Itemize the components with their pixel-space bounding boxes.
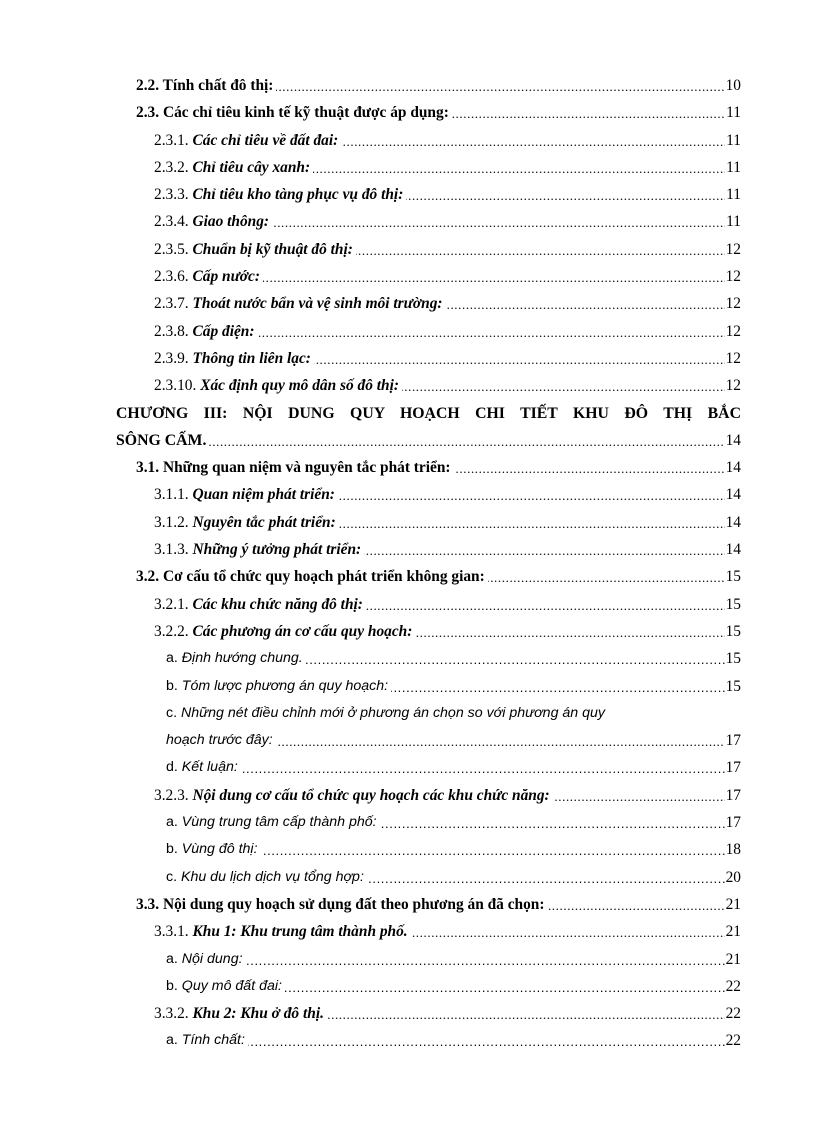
toc-entry-wrapped-line1[interactable] xyxy=(116,700,741,727)
entry-number: 3.3.2. xyxy=(154,1005,189,1023)
entry-text: Thông tin liên lạc: xyxy=(192,349,311,367)
entry-text: Những ý tưởng phát triển: xyxy=(192,541,362,559)
table-of-contents xyxy=(116,72,741,1055)
entry-label xyxy=(154,591,366,618)
toc-entry[interactable] xyxy=(116,181,741,208)
page-number: 21 xyxy=(725,918,741,945)
page-number: 17 xyxy=(725,782,741,809)
entry-label xyxy=(154,236,356,263)
toc-entry[interactable] xyxy=(116,591,741,618)
page-number: 10 xyxy=(725,72,741,99)
entry-text: Tóm lược phương án quy hoạch: xyxy=(181,677,389,694)
page-number: 15 xyxy=(725,618,741,645)
entry-number: 3.2.1. xyxy=(154,595,189,613)
page-number: 12 xyxy=(725,263,741,290)
page-number: 11 xyxy=(725,154,741,181)
page-number: 21 xyxy=(725,891,741,918)
page-number: 14 xyxy=(725,509,741,536)
entry-label xyxy=(154,318,258,345)
page-number: 14 xyxy=(725,427,741,454)
page-number: 11 xyxy=(725,208,741,235)
entry-label xyxy=(154,345,314,372)
toc-entry[interactable] xyxy=(116,127,741,154)
entry-text: Định hướng chung. xyxy=(181,650,303,667)
entry-number: 2.3.1. xyxy=(154,131,189,149)
toc-entry[interactable] xyxy=(116,263,741,290)
entry-number: a. xyxy=(166,1032,178,1049)
entry-text: Thoát nước bẩn và vệ sinh môi trường: xyxy=(192,295,443,313)
toc-group-chapter-3a xyxy=(116,454,741,700)
entry-number: 2.3.7. xyxy=(154,295,189,313)
page-number: 11 xyxy=(725,181,741,208)
entry-number: a. xyxy=(166,950,178,967)
entry-number: b. xyxy=(166,841,178,858)
toc-entry[interactable] xyxy=(116,208,741,235)
entry-number: 2.2. xyxy=(136,77,160,94)
entry-text: Các chỉ tiêu về đất đai: xyxy=(192,131,339,149)
page-number: 15 xyxy=(725,591,741,618)
entry-number: a. xyxy=(166,650,178,667)
entry-text: Tính chất: xyxy=(181,1032,245,1049)
entry-number: 2.3.9. xyxy=(154,349,189,367)
entry-label xyxy=(154,1000,327,1027)
page-number: 11 xyxy=(725,127,741,154)
entry-text: Chuẩn bị kỹ thuật đô thị: xyxy=(192,240,353,258)
page-number: 14 xyxy=(725,536,741,563)
entry-number: 3.1. xyxy=(136,459,160,477)
entry-number: 3.1.3. xyxy=(154,541,189,559)
entry-text: Quy mô đất đai: xyxy=(181,977,282,994)
entry-label xyxy=(166,1027,248,1054)
toc-entry[interactable] xyxy=(116,946,741,973)
page-number: 22 xyxy=(725,1027,741,1054)
toc-entry-wrapped-line2[interactable] xyxy=(116,727,741,754)
entry-label xyxy=(154,536,364,563)
page-number: 14 xyxy=(725,454,741,481)
page-number: 11 xyxy=(725,99,741,126)
page-number: 14 xyxy=(725,481,741,508)
entry-number: 3.2.3. xyxy=(154,786,189,804)
entry-text: Nội dung cơ cấu tổ chức quy hoạch các khu chức năng: xyxy=(192,786,550,804)
entry-label xyxy=(154,290,446,317)
entry-text: Cơ cấu tổ chức quy hoạch phát triển không gian: xyxy=(162,568,485,586)
toc-entry[interactable] xyxy=(116,509,741,536)
page-number: 15 xyxy=(725,673,741,700)
entry-text: hoạch trước đây: xyxy=(166,727,276,754)
page-number: 22 xyxy=(725,973,741,1000)
chapter-3-title-line1: CHƯƠNG III: NỘI DUNG QUY HOẠCH CHI TIẾT KHU ĐÔ THỊ BẮC xyxy=(116,404,741,422)
entry-text: Những quan niệm và nguyên tắc phát triển: xyxy=(162,459,451,477)
entry-label xyxy=(154,509,339,536)
page-number: 17 xyxy=(725,727,741,754)
entry-text: Cấp nước: xyxy=(192,268,260,286)
toc-group-chapter-2 xyxy=(116,72,741,400)
toc-entry[interactable] xyxy=(116,1000,741,1027)
page-number: 12 xyxy=(725,236,741,263)
entry-text: Những nét điều chỉnh mới ở phương án chọn so với phương án quy xyxy=(181,704,606,721)
entry-number: 2.3.4. xyxy=(154,213,189,231)
entry-label xyxy=(136,454,454,481)
toc-entry[interactable] xyxy=(116,372,741,399)
entry-text: Các phương án cơ cấu quy hoạch: xyxy=(192,622,413,640)
toc-entry[interactable] xyxy=(116,891,741,918)
entry-label xyxy=(136,72,276,99)
dot-leader xyxy=(166,754,741,781)
entry-text: Vùng đô thị: xyxy=(181,841,258,858)
entry-text: Quan niệm phát triển: xyxy=(192,486,335,504)
entry-text: Tính chất đô thị: xyxy=(162,77,274,94)
toc-entry[interactable] xyxy=(116,782,741,809)
toc-entry[interactable] xyxy=(116,454,741,481)
entry-text: Cấp điện: xyxy=(192,322,255,340)
toc-entry[interactable] xyxy=(116,154,741,181)
page-number: 12 xyxy=(725,290,741,317)
entry-text: Vùng trung tâm cấp thành phố: xyxy=(181,814,377,831)
entry-number: 3.2.2. xyxy=(154,622,189,640)
entry-text: Chỉ tiêu kho tàng phục vụ đô thị: xyxy=(192,186,404,204)
entry-number: 2.3. xyxy=(136,104,160,122)
toc-entry[interactable] xyxy=(116,645,741,672)
toc-entry[interactable] xyxy=(116,836,741,863)
entry-number: 3.2. xyxy=(136,568,160,586)
entry-text: Giao thông: xyxy=(192,213,270,231)
toc-entry[interactable] xyxy=(116,563,741,590)
entry-text: Các khu chức năng đô thị: xyxy=(192,595,363,613)
page-number: 21 xyxy=(725,946,741,973)
entry-text: Xác định quy mô dân số đô thị: xyxy=(200,377,400,395)
entry-text: Nguyên tắc phát triển: xyxy=(192,513,336,531)
chapter-3-title-line2[interactable] xyxy=(116,427,741,454)
entry-label xyxy=(166,946,246,973)
entry-label xyxy=(154,181,406,208)
entry-label xyxy=(154,782,553,809)
entry-label xyxy=(136,99,452,126)
entry-label xyxy=(166,754,241,781)
entry-label xyxy=(166,809,380,836)
entry-label xyxy=(154,918,411,945)
entry-label xyxy=(136,563,488,590)
entry-number: 2.3.2. xyxy=(154,158,189,176)
entry-number: c. xyxy=(166,704,178,721)
entry-label xyxy=(154,154,313,181)
toc-entry[interactable] xyxy=(116,318,741,345)
toc-entry[interactable] xyxy=(116,754,741,781)
page-number: 18 xyxy=(725,836,741,863)
dot-leader xyxy=(166,946,741,973)
page-number: 22 xyxy=(725,1000,741,1027)
entry-number: 2.3.6. xyxy=(154,268,189,286)
entry-text: Kết luận: xyxy=(181,759,238,776)
entry-label xyxy=(154,481,338,508)
entry-number: d. xyxy=(166,759,178,776)
page-number: 20 xyxy=(725,864,741,891)
toc-entry[interactable] xyxy=(116,536,741,563)
toc-entry[interactable] xyxy=(116,99,741,126)
entry-number: 3.3. xyxy=(136,895,160,913)
entry-label xyxy=(166,973,285,1000)
entry-label xyxy=(166,645,306,672)
toc-entry[interactable] xyxy=(116,345,741,372)
page-number: 12 xyxy=(725,345,741,372)
entry-text: Khu du lịch dịch vụ tổng hợp: xyxy=(181,868,364,885)
page-number: 15 xyxy=(725,563,741,590)
toc-entry[interactable] xyxy=(116,864,741,891)
page-number: 17 xyxy=(725,754,741,781)
page-number: 12 xyxy=(725,372,741,399)
entry-label xyxy=(166,864,367,891)
entry-number: 2.3.10. xyxy=(154,377,197,395)
page-number: 12 xyxy=(725,318,741,345)
entry-number: 3.1.1. xyxy=(154,486,189,504)
entry-number: 2.3.8. xyxy=(154,322,189,340)
entry-number: c. xyxy=(166,868,178,885)
toc-entry[interactable] xyxy=(116,481,741,508)
entry-text: Chỉ tiêu cây xanh: xyxy=(192,158,311,176)
entry-text: Khu 1: Khu trung tâm thành phố. xyxy=(192,923,408,941)
entry-number: 3.1.2. xyxy=(154,513,189,531)
entry-number: a. xyxy=(166,814,178,831)
toc-entry[interactable] xyxy=(116,236,741,263)
entry-label xyxy=(154,372,402,399)
entry-label xyxy=(154,208,272,235)
toc-entry[interactable] xyxy=(116,72,741,99)
dot-leader xyxy=(116,427,741,454)
entry-text: Nội dung: xyxy=(181,950,243,967)
toc-entry[interactable] xyxy=(116,290,741,317)
entry-label xyxy=(154,618,415,645)
entry-label xyxy=(154,127,341,154)
entry-label xyxy=(166,673,391,700)
entry-label xyxy=(136,891,548,918)
entry-number: b. xyxy=(166,677,178,694)
dot-leader xyxy=(166,1027,741,1054)
page-number: 15 xyxy=(725,645,741,672)
toc-entry[interactable] xyxy=(116,918,741,945)
entry-text: Khu 2: Khu ở đô thị. xyxy=(192,1005,324,1023)
entry-text: Các chỉ tiêu kinh tế kỹ thuật được áp dụng: xyxy=(162,104,449,122)
entry-number: 2.3.3. xyxy=(154,186,189,204)
toc-entry[interactable] xyxy=(116,618,741,645)
toc-entry[interactable] xyxy=(116,809,741,836)
toc-group-chapter-3b xyxy=(116,754,741,1054)
toc-entry[interactable] xyxy=(116,673,741,700)
entry-label xyxy=(166,836,261,863)
toc-entry[interactable] xyxy=(116,973,741,1000)
page-number: 17 xyxy=(725,809,741,836)
entry-number: 2.3.5. xyxy=(154,240,189,258)
toc-entry[interactable] xyxy=(116,1027,741,1054)
entry-number: b. xyxy=(166,977,178,994)
entry-text: Nội dung quy hoạch sử dụng đất theo phương án đã chọn: xyxy=(162,895,545,913)
entry-number: 3.3.1. xyxy=(154,923,189,941)
chapter-3-title-text: SÔNG CẤM. xyxy=(116,427,209,454)
entry-label xyxy=(154,263,263,290)
